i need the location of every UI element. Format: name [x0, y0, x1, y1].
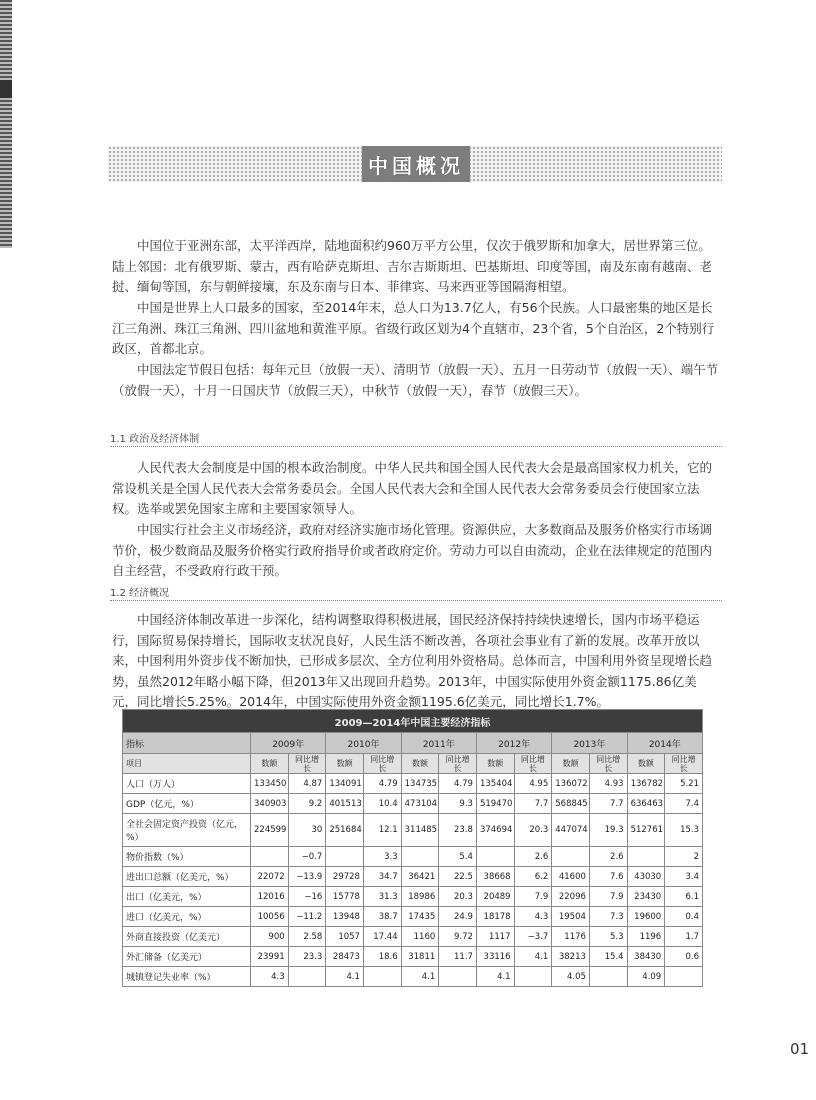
value-cell: 20489 — [476, 887, 514, 907]
table-header-sub — [123, 754, 703, 774]
value-cell: 18178 — [476, 907, 514, 927]
section-heading-text: 1.2 经济概况 — [110, 588, 175, 599]
value-cell: 340903 — [251, 794, 289, 814]
change-cell: −11.2 — [288, 907, 326, 927]
table-row — [123, 847, 703, 867]
page-number: 01 — [790, 1040, 810, 1058]
value-cell — [627, 847, 665, 867]
row-label: 外商直接投资（亿美元） — [123, 927, 251, 947]
change-cell: 4.87 — [288, 774, 326, 794]
change-cell: 34.7 — [363, 867, 401, 887]
title-box — [362, 146, 470, 182]
value-cell: 4.09 — [627, 967, 665, 987]
value-cell — [552, 847, 590, 867]
change-cell: 11.7 — [439, 947, 477, 967]
change-cell: −13.9 — [288, 867, 326, 887]
value-cell: 133450 — [251, 774, 289, 794]
value-cell: 4.1 — [401, 967, 439, 987]
value-cell: 4.1 — [476, 967, 514, 987]
change-cell — [288, 967, 326, 987]
value-cell — [401, 847, 439, 867]
change-cell: 6.2 — [514, 867, 552, 887]
value-cell: 12016 — [251, 887, 289, 907]
change-cell: 0.4 — [665, 907, 703, 927]
economy-paragraph-1: 中国经济体制改革进一步深化，结构调整取得积极进展，国民经济保持持续快速增长，国内市场平稳运行，国际贸易保持增长，国际收支状况良好，人民生活不断改善，各项社会事业有了新的发展。改革开放以来，中国利用外资步伐不断加快，已形成多层次、全方位利用外资格局。总体而言，中国利用外资呈现增长趋势，虽然2012年略小幅下降，但2013年又出现回升趋势。2013年，中国实际使用外资金额1175.86亿美元，同比增长5.25%。2014年，中国实际使用外资金额1195.6亿美元，同比增长1.7%。 — [112, 612, 713, 709]
change-cell: 15.3 — [665, 814, 703, 847]
value-cell: 31811 — [401, 947, 439, 967]
column-header-change: 同比增长 — [665, 754, 703, 774]
value-cell: 10056 — [251, 907, 289, 927]
change-cell: 20.3 — [439, 887, 477, 907]
value-cell: 4.1 — [326, 967, 364, 987]
column-header-value: 数额 — [627, 754, 665, 774]
value-cell: 900 — [251, 927, 289, 947]
table-title: 2009—2014年中国主要经济指标 — [123, 710, 703, 733]
value-cell: 568845 — [552, 794, 590, 814]
row-label: 城镇登记失业率（%） — [123, 967, 251, 987]
change-cell: 5.21 — [665, 774, 703, 794]
value-cell: 36421 — [401, 867, 439, 887]
change-cell: 22.5 — [439, 867, 477, 887]
intro-paragraph-3: 中国法定节假日包括：每年元旦（放假一天）、清明节（放假一天）、五月一日劳动节（放假一天）、端午节（放假一天），十月一日国庆节（放假三天），中秋节（放假一天），春节（放假三天）。 — [112, 362, 719, 398]
change-cell: 2.6 — [514, 847, 552, 867]
change-cell: 4.3 — [514, 907, 552, 927]
value-cell — [476, 847, 514, 867]
value-cell: 22072 — [251, 867, 289, 887]
column-header-value: 数额 — [476, 754, 514, 774]
change-cell: 31.3 — [363, 887, 401, 907]
row-label: 出口（亿美元，%） — [123, 887, 251, 907]
value-cell: 447074 — [552, 814, 590, 847]
value-cell: 19600 — [627, 907, 665, 927]
column-header-year: 2010年 — [326, 733, 401, 754]
change-cell — [514, 967, 552, 987]
change-cell: −3.7 — [514, 927, 552, 947]
section-heading-politics — [110, 430, 722, 447]
value-cell: 4.05 — [552, 967, 590, 987]
change-cell: 19.3 — [589, 814, 627, 847]
value-cell: 1057 — [326, 927, 364, 947]
value-cell: 23991 — [251, 947, 289, 967]
value-cell — [251, 847, 289, 867]
value-cell: 519470 — [476, 794, 514, 814]
value-cell: 41600 — [552, 867, 590, 887]
change-cell: 4.1 — [514, 947, 552, 967]
value-cell: 17435 — [401, 907, 439, 927]
value-cell: 473104 — [401, 794, 439, 814]
value-cell: 224599 — [251, 814, 289, 847]
change-cell: 3.4 — [665, 867, 703, 887]
value-cell: 19504 — [552, 907, 590, 927]
change-cell: 7.9 — [589, 887, 627, 907]
table-row — [123, 927, 703, 947]
value-cell: 13948 — [326, 907, 364, 927]
value-cell: 374694 — [476, 814, 514, 847]
row-label: 进口（亿美元，%） — [123, 907, 251, 927]
change-cell: 9.72 — [439, 927, 477, 947]
change-cell: 1.7 — [665, 927, 703, 947]
change-cell: 4.93 — [589, 774, 627, 794]
change-cell: 9.3 — [439, 794, 477, 814]
change-cell — [665, 967, 703, 987]
change-cell: 2.6 — [589, 847, 627, 867]
column-header-value: 数额 — [552, 754, 590, 774]
value-cell: 136072 — [552, 774, 590, 794]
change-cell: 3.3 — [363, 847, 401, 867]
table-row — [123, 947, 703, 967]
section-heading-economy — [110, 584, 722, 601]
value-cell: 1196 — [627, 927, 665, 947]
value-cell: 22096 — [552, 887, 590, 907]
table-row — [123, 887, 703, 907]
edge-mark — [0, 80, 12, 98]
change-cell — [363, 967, 401, 987]
row-label: 人口（万人） — [123, 774, 251, 794]
change-cell: 7.3 — [589, 907, 627, 927]
section-heading-text: 1.1 政治及经济体制 — [110, 434, 205, 445]
row-label: GDP（亿元，%） — [123, 794, 251, 814]
row-label: 全社会固定资产投资（亿元，%） — [123, 814, 251, 847]
change-cell: 4.79 — [439, 774, 477, 794]
value-cell: 38213 — [552, 947, 590, 967]
change-cell: 5.4 — [439, 847, 477, 867]
value-cell: 135404 — [476, 774, 514, 794]
value-cell: 18986 — [401, 887, 439, 907]
table-row — [123, 814, 703, 847]
value-cell: 29728 — [326, 867, 364, 887]
table-title-row — [123, 710, 703, 733]
column-header-year: 2014年 — [627, 733, 702, 754]
change-cell — [439, 967, 477, 987]
intro-paragraph-2: 中国是世界上人口最多的国家，至2014年末，总人口为13.7亿人，有56个民族。人口最密集的地区是长江三角洲、珠江三角洲、四川盆地和黄淮平原。省级行政区划为4个直辖市，23个省，5个自治区，2个特别行政区，首都北京。 — [112, 300, 715, 356]
column-header-project: 项目 — [123, 754, 251, 774]
change-cell — [589, 967, 627, 987]
column-header-year: 2009年 — [251, 733, 326, 754]
column-header-year: 2012年 — [476, 733, 551, 754]
change-cell: 5.3 — [589, 927, 627, 947]
change-cell: 2 — [665, 847, 703, 867]
economic-indicators-table — [122, 709, 703, 987]
value-cell: 43030 — [627, 867, 665, 887]
table-row — [123, 907, 703, 927]
value-cell: 38668 — [476, 867, 514, 887]
value-cell: 1176 — [552, 927, 590, 947]
change-cell: 20.3 — [514, 814, 552, 847]
change-cell: −16 — [288, 887, 326, 907]
value-cell: 28473 — [326, 947, 364, 967]
change-cell: 7.7 — [514, 794, 552, 814]
value-cell: 251684 — [326, 814, 364, 847]
change-cell: 10.4 — [363, 794, 401, 814]
change-cell: 4.79 — [363, 774, 401, 794]
page-edge-decoration — [0, 0, 12, 248]
value-cell: 512761 — [627, 814, 665, 847]
politics-paragraph-2: 中国实行社会主义市场经济，政府对经济实施市场化管理。资源供应，大多数商品及服务价格实行市场调节价，极少数商品及服务价格实行政府指导价或者政府定价。劳动力可以自由流动，企业在法律规定的范围内自主经营，不受政府行政干预。 — [112, 522, 713, 578]
column-header-year: 2011年 — [401, 733, 476, 754]
row-label: 外汇储备（亿美元） — [123, 947, 251, 967]
change-cell: 15.4 — [589, 947, 627, 967]
change-cell: 6.1 — [665, 887, 703, 907]
value-cell: 23430 — [627, 887, 665, 907]
column-header-change: 同比增长 — [363, 754, 401, 774]
change-cell: 17.44 — [363, 927, 401, 947]
value-cell: 1160 — [401, 927, 439, 947]
change-cell: 2.58 — [288, 927, 326, 947]
change-cell: 7.7 — [589, 794, 627, 814]
value-cell: 1117 — [476, 927, 514, 947]
table-row — [123, 794, 703, 814]
change-cell: 24.9 — [439, 907, 477, 927]
value-cell: 311485 — [401, 814, 439, 847]
change-cell: 7.6 — [589, 867, 627, 887]
value-cell — [326, 847, 364, 867]
page-title: 中国概况 — [368, 153, 464, 178]
value-cell: 38430 — [627, 947, 665, 967]
change-cell: 7.9 — [514, 887, 552, 907]
change-cell: 23.3 — [288, 947, 326, 967]
change-cell: 9.2 — [288, 794, 326, 814]
value-cell: 33116 — [476, 947, 514, 967]
value-cell: 15778 — [326, 887, 364, 907]
row-label: 物价指数（%） — [123, 847, 251, 867]
table-row — [123, 867, 703, 887]
column-header-value: 数额 — [251, 754, 289, 774]
politics-paragraph-1: 人民代表大会制度是中国的根本政治制度。中华人民共和国全国人民代表大会是最高国家权力机关，它的常设机关是全国人民代表大会常务委员会。全国人民代表大会和全国人民代表大会常务委员会行使国家立法权。选举或罢免国家主席和主要国家领导人。 — [112, 460, 713, 516]
change-cell: 4.95 — [514, 774, 552, 794]
change-cell: 18.6 — [363, 947, 401, 967]
column-header-change: 同比增长 — [439, 754, 477, 774]
column-header-value: 数额 — [326, 754, 364, 774]
row-label: 进出口总额（亿美元，%） — [123, 867, 251, 887]
value-cell: 134735 — [401, 774, 439, 794]
intro-paragraph-1: 中国位于亚洲东部，太平洋西岸，陆地面积约960万平方公里，仅次于俄罗斯和加拿大，居世界第三位。陆上邻国：北有俄罗斯、蒙古，西有哈萨克斯坦、吉尔吉斯斯坦、巴基斯坦、印度等国，南及东南有越南、老挝、缅甸等国，东与朝鲜接壤，东及东南与日本、菲律宾、马来西亚等国隔海相望。 — [112, 238, 713, 294]
table-header-years — [123, 733, 703, 754]
column-header-item: 指标 — [123, 733, 251, 754]
value-cell: 134091 — [326, 774, 364, 794]
value-cell: 4.3 — [251, 967, 289, 987]
column-header-change: 同比增长 — [589, 754, 627, 774]
value-cell: 401513 — [326, 794, 364, 814]
change-cell: 0.6 — [665, 947, 703, 967]
column-header-year: 2013年 — [552, 733, 627, 754]
change-cell: 38.7 — [363, 907, 401, 927]
change-cell: −0.7 — [288, 847, 326, 867]
change-cell: 30 — [288, 814, 326, 847]
table-row — [123, 967, 703, 987]
change-cell: 23.8 — [439, 814, 477, 847]
column-header-value: 数额 — [401, 754, 439, 774]
change-cell: 12.1 — [363, 814, 401, 847]
value-cell: 136782 — [627, 774, 665, 794]
change-cell: 7.4 — [665, 794, 703, 814]
column-header-change: 同比增长 — [514, 754, 552, 774]
table-row — [123, 774, 703, 794]
column-header-change: 同比增长 — [288, 754, 326, 774]
value-cell: 636463 — [627, 794, 665, 814]
